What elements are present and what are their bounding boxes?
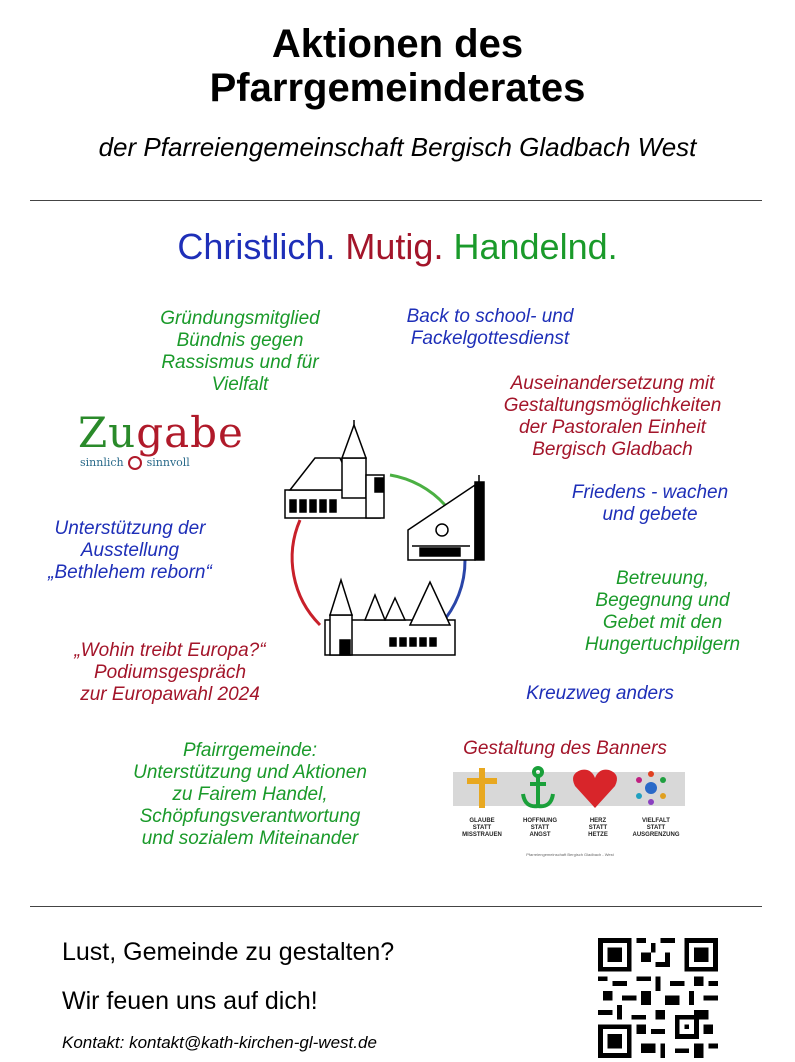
action-line: der Pastoralen Einheit (519, 417, 706, 438)
action-line: Fackelgottesdienst (410, 328, 570, 349)
label-line: STATT (530, 825, 550, 831)
action-europa (50, 640, 290, 706)
logo-text-zu: Zu (78, 408, 137, 457)
label-line: ANGST (529, 832, 551, 838)
arc-green (390, 475, 445, 505)
page-title (0, 22, 795, 110)
motto-mutig: Mutig. (345, 226, 444, 267)
action-line: Podiumsgespräch (93, 662, 247, 683)
banner-title-text: Gestaltung des Banners (463, 738, 667, 759)
cta-line-2: Wir feuen uns auf dich! (62, 987, 318, 1015)
action-line: und sozialem Miteinander (141, 828, 359, 849)
action-ausstellung (30, 518, 230, 584)
action-line: Rassismus und für (161, 352, 319, 373)
banner-title (440, 738, 690, 760)
action-auseinandersetzung (480, 373, 745, 461)
action-line: Begegnung und (595, 590, 730, 611)
action-line: Hungertuchpilgern (584, 634, 741, 655)
label-line: VIELFALT (642, 818, 670, 824)
cross-icon (467, 768, 497, 808)
action-gruendungsmitglied (140, 308, 340, 396)
churches-diagram (270, 420, 500, 665)
logo-text-gabe: gabe (136, 408, 244, 457)
logo-tag-left: sinnlich (80, 456, 124, 469)
label-line: HOFFNUNG (523, 818, 557, 824)
banner-label-vielfalt (627, 818, 685, 839)
banner-icons (453, 764, 685, 812)
action-line: zu Fairem Handel, (172, 784, 328, 805)
title-line-2: Pfarrgemeinderates (209, 66, 586, 110)
action-line: Bergisch Gladbach (532, 439, 693, 460)
cta-line-1: Lust, Gemeinde zu gestalten? (62, 938, 395, 966)
church-icon-1 (285, 420, 384, 518)
banner-label-hoffnung (511, 818, 569, 839)
action-line: Pfairrgemeinde: (182, 740, 318, 761)
church-icon-2 (408, 475, 484, 560)
diversity-icon (636, 771, 666, 805)
action-line: Bündnis gegen (176, 330, 304, 351)
action-line: Auseinandersetzung mit (510, 373, 715, 394)
action-kreuzweg: Kreuzweg anders (526, 683, 674, 704)
action-line: Ausstellung (80, 540, 180, 561)
label-line: STATT (646, 825, 666, 831)
action-line: Back to school- und (406, 306, 574, 327)
action-pfairrgemeinde (100, 740, 400, 850)
action-line: und gebete (602, 504, 698, 525)
page-subtitle: der Pfarreiengemeinschaft Bergisch Gladbach West (98, 132, 697, 162)
qr-code-icon[interactable] (598, 938, 718, 1058)
action-back-to-school (380, 306, 600, 350)
motto (0, 226, 795, 268)
church-icon-3 (325, 580, 455, 655)
action-line: Gründungsmitglied (160, 308, 320, 329)
heart-icon (573, 770, 617, 808)
banner-label-glaube (453, 818, 511, 839)
action-line: „Wohin treibt Europa?“ (74, 640, 266, 661)
banner-footer: Pfarreiengemeinschaft Bergisch Gladbach - West (526, 852, 614, 857)
action-line: zur Europawahl 2024 (80, 684, 260, 705)
label-line: HERZ (589, 818, 607, 824)
action-line: Unterstützung und Aktionen (133, 762, 367, 783)
banner-labels (453, 818, 685, 839)
action-line: Vielfalt (211, 374, 269, 395)
title-line-1: Aktionen des (271, 22, 524, 66)
contact-email[interactable]: Kontakt: kontakt@kath-kirchen-gl-west.de (62, 1033, 377, 1052)
divider-top (30, 200, 762, 201)
label-line: STATT (472, 825, 492, 831)
action-line: „Bethlehem reborn“ (48, 562, 212, 583)
label-line: AUSGRENZUNG (632, 832, 680, 838)
action-line: Schöpfungsverantwortung (139, 806, 361, 827)
action-line: Gebet mit den (602, 612, 723, 633)
action-friedens (550, 482, 750, 526)
label-line: GLAUBE (469, 818, 495, 824)
label-line: MISSTRAUEN (462, 832, 502, 838)
action-line: Friedens - wachen (571, 482, 729, 503)
label-line: STATT (588, 825, 608, 831)
logo-ring-icon (128, 456, 142, 470)
motto-christlich: Christlich. (177, 226, 336, 267)
arc-red (292, 520, 320, 625)
zugabe-logo (78, 408, 244, 476)
action-betreuung (565, 568, 760, 656)
banner-label-herz (569, 818, 627, 839)
action-line: Gestaltungsmöglichkeiten (503, 395, 722, 416)
logo-tag-right: sinnvoll (146, 456, 190, 469)
action-line: Unterstützung der (54, 518, 206, 539)
divider-bottom (30, 906, 762, 907)
action-line: Betreuung, (616, 568, 709, 589)
anchor-icon (523, 768, 553, 806)
label-line: HETZE (588, 832, 608, 838)
motto-handelnd: Handelnd. (453, 226, 618, 267)
